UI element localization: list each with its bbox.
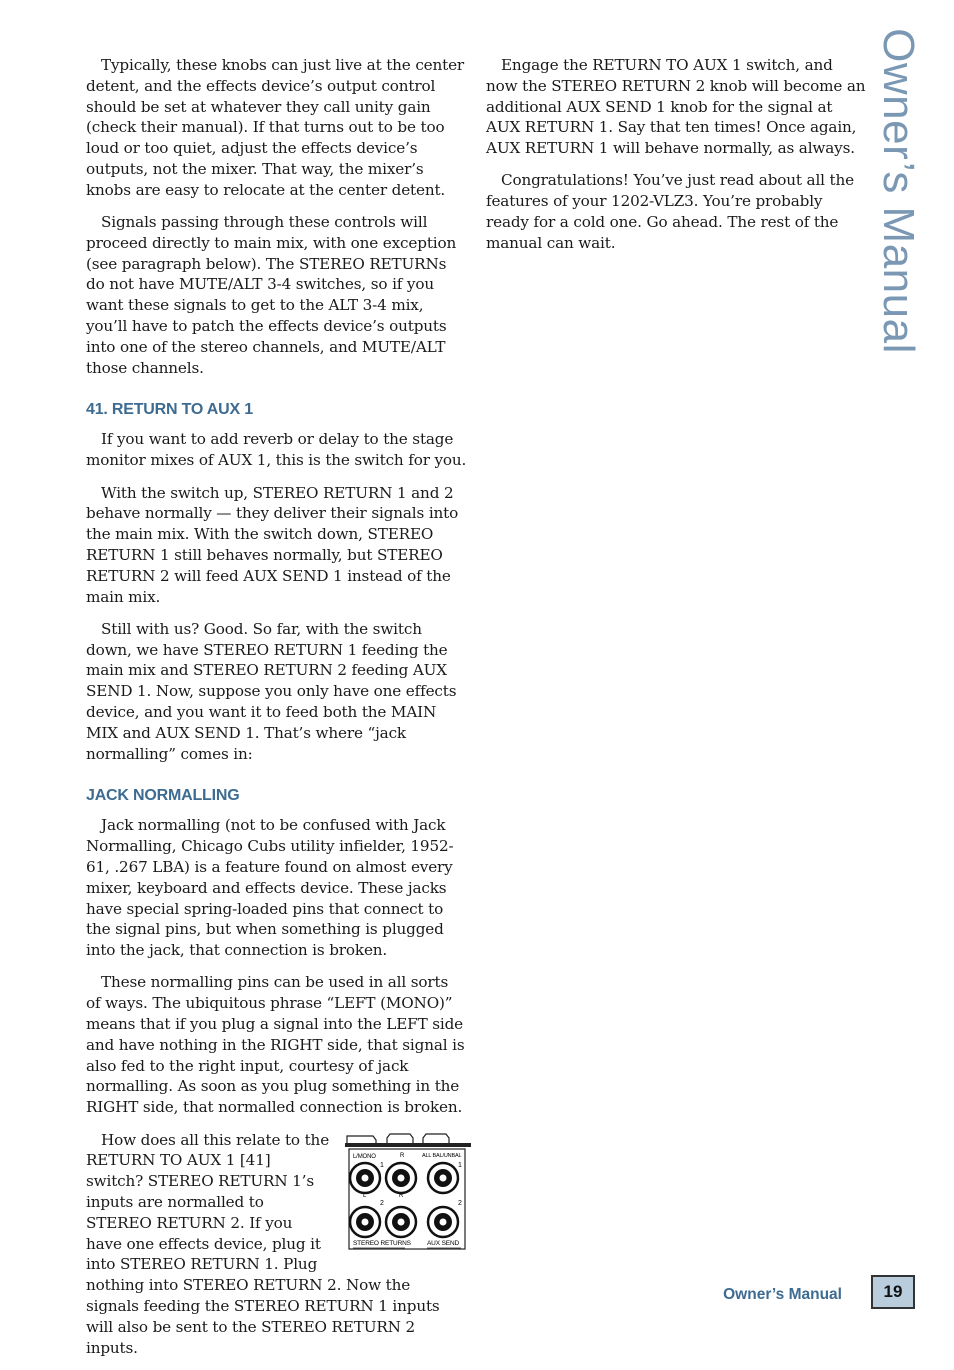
label-l: L <box>363 1192 367 1199</box>
side-title <box>870 28 926 354</box>
footer-label: Owner’s Manual <box>723 1286 842 1303</box>
paragraph: Jack normalling (not to be confused with Jack Normalling, Chicago Cubs utility infielder, 1952-61, .267 LBA) is a feature found on almost every mixer, keyboard and effects device. These jacks have special spring-loaded pins that connect to the signal pins, but when something is plugged into the jack, that connection is broken. <box>86 816 454 960</box>
label-1-aux: 1 <box>458 1161 462 1169</box>
right-column <box>486 55 866 265</box>
label-all-bal-unbal: ALL BAL/UNBAL <box>422 1152 462 1159</box>
jack-return1-left <box>350 1163 380 1193</box>
label-2-aux: 2 <box>458 1199 462 1207</box>
side-title-text: Owner’s Manual <box>874 28 923 354</box>
paragraph: How does all this relate to the RETURN TO AUX 1 [41] switch? STEREO RETURN 1’s inputs are normalled to STEREO RETURN 2. If you have one effects device, plug it into STEREO RETURN 1. Plug nothing into STEREO RETURN 2. Now the signals feeding the STEREO RETURN 1 inputs will also be sent to the STEREO RETURN 2 inputs. <box>86 1130 440 1357</box>
section-heading-return-to-aux: 41. RETURN TO AUX 1 <box>86 401 253 419</box>
stereo-returns-jack-panel-figure <box>343 1132 471 1254</box>
label-lmono: L/MONO <box>353 1153 376 1160</box>
page-number: 19 <box>871 1275 915 1309</box>
paragraph: Engage the RETURN TO AUX 1 switch, and now the STEREO RETURN 2 knob will become an additional AUX SEND 1 knob for the signal at AUX RETURN 1. Say that ten times! Once again, AUX RETURN 1 will behave normally, as always. <box>486 56 866 158</box>
jack-return2-left <box>350 1207 380 1237</box>
jack-return1-right <box>386 1163 416 1193</box>
label-r-2: R <box>399 1192 404 1199</box>
paragraph: With the switch up, STEREO RETURN 1 and 2 behave normally — they deliver their signals into the main mix. With the switch down, STEREO RETURN 1 still behaves normally, but STEREO RETURN 2 will feed AUX SEND 1 instead of the main mix. <box>86 483 459 606</box>
paragraph: If you want to add reverb or delay to the stage monitor mixes of AUX 1, this is the switch for you. <box>86 430 467 470</box>
label-aux-send: AUX SEND <box>427 1239 460 1247</box>
jack-aux-send-2 <box>428 1207 458 1237</box>
section-heading-jack-normalling: JACK NORMALLING <box>86 787 240 805</box>
figure-paragraph <box>86 1130 467 1359</box>
paragraph: Congratulations! You’ve just read about all the features of your 1202-VLZ3. You’re probably ready for a cold one. Go ahead. The rest of the manual can wait. <box>486 171 854 252</box>
left-column <box>86 55 467 1370</box>
label-stereo-returns: STEREO RETURNS <box>353 1239 411 1247</box>
paragraph: Still with us? Good. So far, with the switch down, we have STEREO RETURN 1 feeding the main mix and STEREO RETURN 2 feeding AUX SEND 1. Now, suppose you only have one effects device, and you want it to feed both the MAIN MIX and AUX SEND 1. That’s where “jack normalling” comes in: <box>86 619 457 763</box>
paragraph: Signals passing through these controls will proceed directly to main mix, with one exception (see paragraph below). The STEREO RETURNs do not have MUTE/ALT 3-4 switches, so if you want these signals to get to the ALT 3-4 mix, you’ll have to patch the effects device’s outputs into one of the stereo channels, and MUTE/ALT those channels. <box>86 213 457 377</box>
jack-aux-send-1 <box>428 1163 458 1193</box>
paragraph: Typically, these knobs can just live at the center detent, and the effects device’s output control should be set at whatever they call unity gain (check their manual). If that turns out to be too loud or too quiet, adjust the effects device’s outputs, not the mixer. That way, the mixer’s knobs are easy to relocate at the center detent. <box>86 56 465 199</box>
paragraph: These normalling pins can be used in all sorts of ways. The ubiquitous phrase “LEFT (MONO)” means that if you plug a signal into the LEFT side and have nothing in the RIGHT side, that signal is also fed to the right input, courtesy of jack normalling. As soon as you plug something in the RIGHT side, that normalled connection is broken. <box>86 973 465 1117</box>
label-2: 2 <box>380 1199 384 1207</box>
jack-return2-right <box>386 1207 416 1237</box>
label-1: 1 <box>380 1161 384 1169</box>
label-r: R <box>400 1152 405 1159</box>
